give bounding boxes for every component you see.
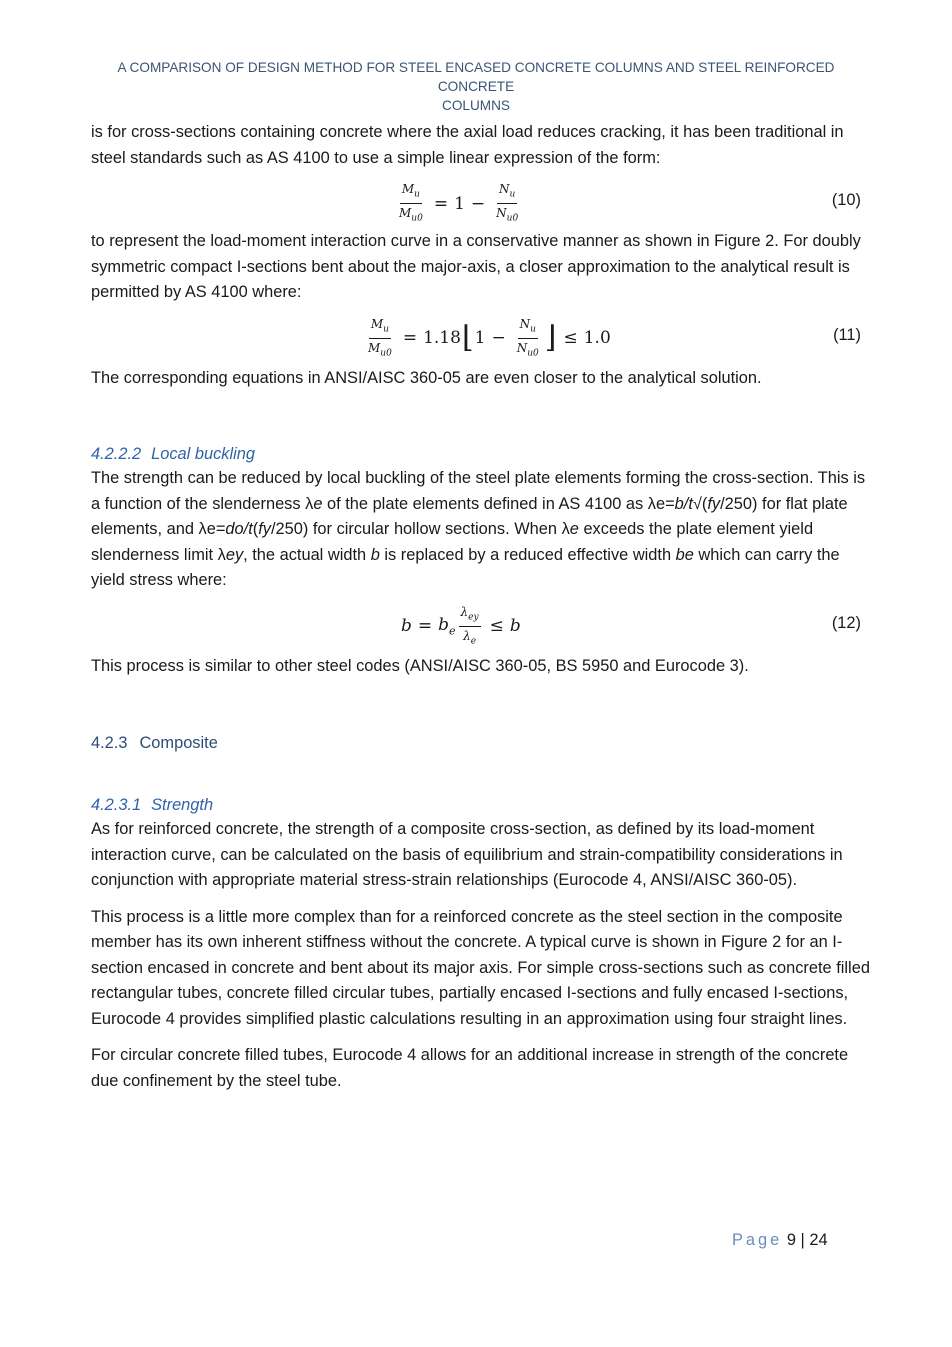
page-number: 9 [786, 1231, 796, 1249]
paragraph-composite-strength: As for reinforced concrete, the strength of a composite cross-section, as defined by its load-moment interaction curve, can be calculated on the basis of equilibrium and strain-compatibility considerations in conjunction with appropriate material stress-strain relationships (Eurocode 4, ANSI/AISC 360-05). [91, 820, 843, 889]
equation-number: (12) [831, 613, 861, 632]
paragraph-local-buckling: The strength can be reduced by local buckling of the steel plate elements forming the cross-section. This is a function of the slenderness λe of the plate elements defined in AS 4100 as λe=b/t√(fy/250) for flat plate elements, and λe=do/t(fy/250) for circular hollow sections. When λe exceeds the plate element yield slenderness limit λey, the actual width b is replaced by a reduced effective width be which can carry the yield stress where: [91, 469, 866, 589]
paragraph-circular-tubes: For circular concrete filled tubes, Eurocode 4 allows for an additional increase in strength of the concrete due confinement by the steel tube. [91, 1046, 849, 1090]
fraction-nu-nu0: $\frac{N_u}{N_{u0}}$ [516, 316, 539, 359]
paragraph-ansi: The corresponding equations in ANSI/AISC 360-05 are even closer to the analytical solution. [91, 368, 762, 387]
equation-10: $\frac{M_u}{M_{u0}}$ = 1 − $\frac{N_u}{N_{u0}}$ (10) [91, 177, 871, 227]
page-footer [732, 1231, 828, 1250]
equation-11: $\frac{M_u}{M_{u0}}$ = 1.18 ⌊ 1 − $\frac{N_u}{N_{u0}}$ ⌋ ≤ 1.0 (11) [91, 312, 871, 362]
paragraph-other-codes: This process is similar to other steel codes (ANSI/AISC 360-05, BS 5950 and Eurocode 3). [91, 656, 749, 675]
paragraph-complexity: This process is a little more complex than for a reinforced concrete as the steel section in the composite member has its own inherent stiffness without the concrete. A typical curve is shown in Figure 2 for an I-section encased in concrete and bent about its major axis. For simple cross-sections such as concrete filled rectangular tubes, concrete filled circular tubes, partially encased I-sections and fully encased I-sections, Eurocode 4 provides simplified plastic calculations resulting in an approximation using four straight lines. [91, 907, 870, 1028]
fraction-mu-mu0: $\frac{M_u}{M_{u0}}$ [399, 182, 423, 224]
equation-number: (11) [833, 325, 861, 344]
heading-local-buckling: 4.2.2.2 Local buckling [91, 445, 255, 463]
fraction-mu-mu0: $\frac{M_u}{M_{u0}}$ [368, 316, 392, 359]
paragraph-intro: is for cross-sections containing concrete where the axial load reduces cracking, it has been traditional in steel standards such as AS 4100 to use a simple linear expression of the form: [91, 123, 844, 167]
header-line-1: A COMPARISON OF DESIGN METHOD FOR STEEL ENCASED CONCRETE COLUMNS AND STEEL REINFORCED CONCRETE [117, 60, 835, 94]
heading-strength: 4.2.3.1 Strength [91, 796, 214, 814]
fraction-nu-nu0: $\frac{N_u}{N_{u0}}$ [496, 182, 519, 224]
header-line-2: COLUMNS [442, 98, 510, 113]
page-separator: | [800, 1231, 805, 1249]
fraction-lambda: $\frac{\lambda_{ey}}{\lambda_e}$ [460, 604, 479, 647]
page-body [91, 120, 871, 1094]
heading-composite: 4.2.3 Composite [91, 734, 218, 752]
running-header [80, 58, 872, 115]
page-total: 24 [809, 1231, 828, 1249]
page-label: Page [732, 1231, 783, 1249]
equation-12: b = $b_e$ $\frac{\lambda_{ey}}{\lambda_e}$ ≤ b (12) [91, 600, 871, 650]
paragraph-interaction: to represent the load-moment interaction curve in a conservative manner as shown in Figure 2. For doubly symmetric compact I-sections bent about the major-axis, a closer approximation to the analytical result is permitted by AS 4100 where: [91, 232, 861, 301]
equation-number: (10) [831, 191, 861, 209]
